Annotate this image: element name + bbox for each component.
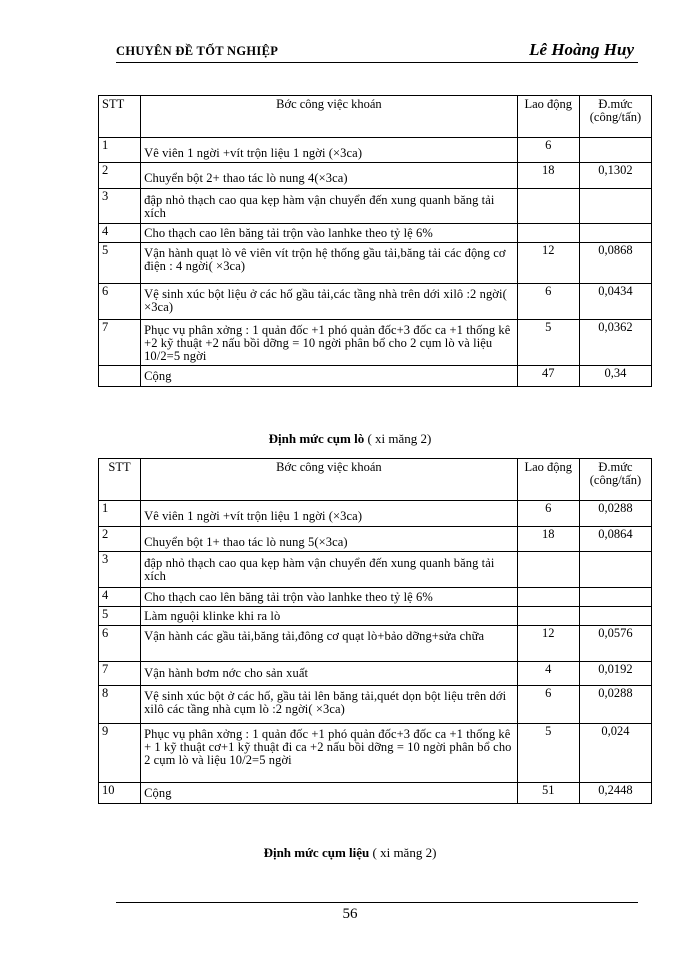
cell-stt: 7 [99,662,141,686]
cell-work: đập nhỏ thạch cao qua kẹp hàm vận chuyển đến xung quanh băng tải xích [141,552,518,588]
table-row [99,320,652,366]
cell-dm: 0,0362 [579,320,651,366]
cell-lao [517,588,579,607]
table-row [99,626,652,662]
cell-lao: 6 [517,138,579,163]
header-stt: STT [99,459,141,501]
table-row [99,138,652,163]
cell-lao [517,552,579,588]
cell-dm: 0,024 [579,724,651,783]
cell-work: Vệ sinh xúc bột ở các hố, gầu tải lên băng tải,quét dọn bột liệu trên dới xilô các tầng nhà cụm lò :2 ngời( ×3ca) [141,686,518,724]
cell-lao: 6 [517,501,579,527]
norm-table-1 [98,95,652,387]
cell-stt: 4 [99,588,141,607]
cell-stt: 3 [99,189,141,224]
cell-stt: 1 [99,138,141,163]
table-row [99,224,652,243]
section-title-bold: Định mức cụm lò [268,431,365,446]
table-row-total [99,783,652,804]
cell-stt: 4 [99,224,141,243]
header-title: CHUYÊN ĐỀ TỐT NGHIỆP [116,44,279,58]
section-title-cum-lieu [0,845,700,861]
cell-lao: 5 [517,320,579,366]
table-row [99,588,652,607]
table-row [99,527,652,552]
cell-dm [579,607,651,626]
cell-lao: 18 [517,527,579,552]
table-row [99,243,652,284]
cell-lao: 4 [517,662,579,686]
cell-dm: 0,34 [579,366,651,387]
cell-dm: 0,0864 [579,527,651,552]
section-title-rest: ( xi măng 2) [364,431,432,446]
table-header-row [99,459,652,501]
cell-dm: 0,1302 [579,163,651,189]
table-row [99,607,652,626]
cell-dm: 0,0288 [579,686,651,724]
cell-stt [99,366,141,387]
header-work: Bớc công việc khoán [141,459,518,501]
cell-lao: 5 [517,724,579,783]
cell-work: Cho thạch cao lên băng tải trộn vào lanhke theo tỷ lệ 6% [141,588,518,607]
cell-stt: 7 [99,320,141,366]
cell-lao: 18 [517,163,579,189]
table-row-total [99,366,652,387]
cell-stt: 3 [99,552,141,588]
cell-stt: 10 [99,783,141,804]
cell-lao: 12 [517,626,579,662]
cell-work: Cho thạch cao lên băng tải trộn vào lanhke theo tỷ lệ 6% [141,224,518,243]
section-title-bold: Định mức cụm liệu [263,845,370,860]
header-author: Lê Hoàng Huy [529,40,634,59]
norm-table-2 [98,458,652,804]
cell-stt: 8 [99,686,141,724]
cell-stt: 6 [99,626,141,662]
table-row [99,284,652,320]
table-row [99,189,652,224]
cell-lao: 6 [517,284,579,320]
cell-dm: 0,0192 [579,662,651,686]
cell-dm: 0,0288 [579,501,651,527]
cell-work: Vận hành các gầu tải,băng tải,đông cơ quạt lò+bảo dỡng+sửa chữa [141,626,518,662]
page-header [116,40,638,62]
cell-lao [517,189,579,224]
section-title-rest: ( xi măng 2) [369,845,437,860]
header-rule [116,62,638,63]
cell-stt: 9 [99,724,141,783]
table-row [99,724,652,783]
cell-lao: 12 [517,243,579,284]
table-header-row [99,96,652,138]
header-dm: Đ.mức (công/tấn) [579,96,651,138]
cell-work: Phục vụ phân xởng : 1 quản đốc +1 phó quản đốc+3 đốc ca +1 thống kê +2 kỹ thuật +2 nấu bồi dỡng = 10 ngời phân bổ cho 2 cụm lò và liệu 10/2=5 ngời [141,320,518,366]
table-row [99,501,652,527]
cell-work: Chuyển bột 2+ thao tác lò nung 4(×3ca) [141,163,518,189]
section-title-cum-lo [0,431,700,447]
header-lao: Lao động [517,96,579,138]
table-row [99,552,652,588]
cell-lao: 6 [517,686,579,724]
cell-work: Chuyển bột 1+ thao tác lò nung 5(×3ca) [141,527,518,552]
cell-work: đập nhỏ thạch cao qua kẹp hàm vận chuyển đến xung quanh băng tải xích [141,189,518,224]
cell-work: Vê viên 1 ngời +vít trộn liệu 1 ngời (×3ca) [141,138,518,163]
cell-stt: 6 [99,284,141,320]
cell-dm: 0,0434 [579,284,651,320]
cell-work: Cộng [141,366,518,387]
table-row [99,686,652,724]
cell-work: Vệ sinh xúc bột liệu ở các hố gầu tải,các tầng nhà trên dới xilô :2 ngời( ×3ca) [141,284,518,320]
header-work: Bớc công việc khoán [141,96,518,138]
cell-work: Làm nguội klinke khi ra lò [141,607,518,626]
table-row [99,662,652,686]
cell-dm [579,189,651,224]
cell-stt: 1 [99,501,141,527]
cell-dm: 0,0868 [579,243,651,284]
cell-work: Vê viên 1 ngời +vít trộn liệu 1 ngời (×3ca) [141,501,518,527]
cell-lao [517,607,579,626]
cell-stt: 2 [99,527,141,552]
cell-stt: 5 [99,243,141,284]
cell-lao: 47 [517,366,579,387]
cell-work: Phục vụ phân xởng : 1 quản đốc +1 phó quản đốc+3 đốc ca +1 thống kê + 1 kỹ thuật cơ+1 kỹ thuật đi ca +2 nấu bồi dỡng = 10 ngời phân bổ cho 2 cụm lò và liệu 10/2=5 ngời [141,724,518,783]
cell-dm [579,224,651,243]
table-row [99,163,652,189]
cell-lao [517,224,579,243]
cell-stt: 2 [99,163,141,189]
cell-work: Cộng [141,783,518,804]
cell-lao: 51 [517,783,579,804]
cell-dm [579,138,651,163]
cell-stt: 5 [99,607,141,626]
header-stt: STT [99,96,141,138]
cell-work: Vận hành bơm nớc cho sản xuất [141,662,518,686]
cell-dm [579,588,651,607]
cell-dm [579,552,651,588]
cell-dm: 0,0576 [579,626,651,662]
header-lao: Lao động [517,459,579,501]
cell-dm: 0,2448 [579,783,651,804]
cell-work: Vận hành quạt lò vê viên vít trộn hệ thống gầu tải,băng tải các động cơ điện : 4 ngời( ×3ca) [141,243,518,284]
header-dm: Đ.mức (công/tấn) [579,459,651,501]
page-number: 56 [342,906,358,922]
footer-rule [116,902,638,903]
